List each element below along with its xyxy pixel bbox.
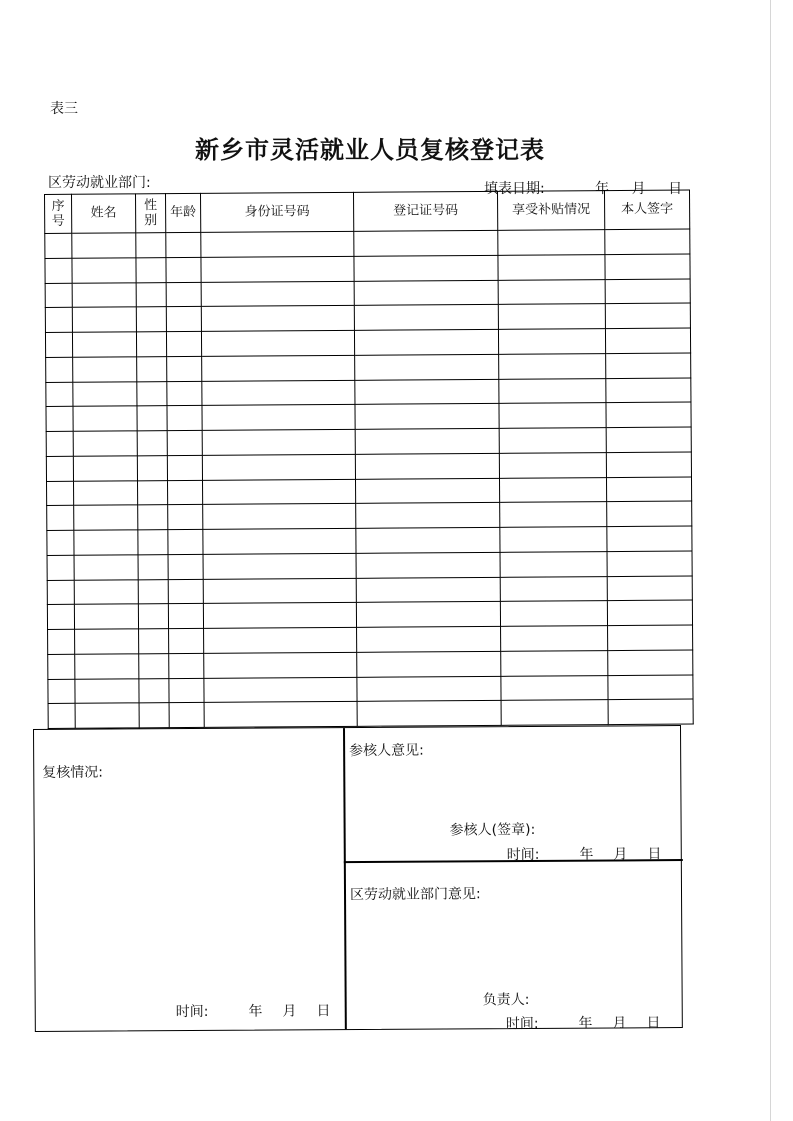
month-label: 月 — [613, 846, 628, 863]
table-cell — [606, 377, 691, 402]
dept-opinion-label: 区劳动就业部门意见: — [349, 886, 481, 904]
table-cell — [75, 703, 139, 728]
day-label: 日 — [668, 181, 683, 197]
table-cell — [74, 604, 138, 629]
table-cell — [204, 677, 357, 703]
table-cell — [138, 579, 168, 604]
table-cell — [47, 481, 74, 506]
table-cell — [202, 479, 355, 505]
table-cell — [75, 678, 139, 703]
table-cell — [167, 455, 202, 480]
table-cell — [168, 529, 203, 554]
table-cell — [201, 231, 354, 257]
table-cell — [354, 255, 498, 281]
table-cell — [75, 629, 139, 654]
table-cell — [498, 279, 605, 304]
table-cell — [500, 551, 607, 576]
reviewer-sign-label: 参核人(签章): — [449, 821, 536, 839]
col-header-id-number: 身份证号码 — [200, 192, 353, 232]
table-cell — [201, 306, 354, 332]
table-cell — [499, 378, 606, 403]
table-cell — [202, 429, 355, 455]
review-status-time — [176, 1000, 351, 1021]
table-cell — [354, 305, 498, 331]
table-cell — [167, 381, 202, 406]
table-cell — [139, 653, 169, 678]
table-cell — [606, 427, 691, 452]
table-cell — [136, 282, 166, 307]
table-body — [45, 229, 693, 728]
table-cell — [203, 504, 356, 530]
table-cell — [138, 480, 168, 505]
table-cell — [356, 602, 500, 628]
table-cell — [608, 650, 693, 675]
col-header-signature: 本人签字 — [604, 190, 689, 230]
table-cell — [168, 579, 203, 604]
table-cell — [605, 254, 690, 279]
table-cell — [499, 477, 606, 502]
table-cell — [72, 332, 136, 357]
table-cell — [168, 554, 203, 579]
table-cell — [204, 627, 357, 653]
table-cell — [47, 506, 74, 531]
table-cell — [605, 303, 690, 328]
dept-time — [506, 1012, 681, 1033]
table-cell — [169, 703, 204, 728]
table-cell — [168, 505, 203, 530]
review-status-label: 复核情况: — [42, 764, 104, 781]
table-cell — [355, 453, 499, 479]
table-cell — [166, 282, 201, 307]
table-cell — [357, 701, 501, 727]
time-label: 时间: — [506, 846, 540, 864]
table-cell — [73, 406, 137, 431]
table-cell — [607, 501, 692, 526]
table-cell — [74, 530, 138, 555]
table-cell — [46, 382, 73, 407]
time-label: 时间: — [505, 1015, 539, 1033]
table-cell — [608, 699, 693, 724]
fill-date-label: 填表日期: — [484, 181, 545, 197]
table-cell — [45, 258, 72, 283]
table-cell — [136, 332, 166, 357]
day-label: 日 — [647, 846, 662, 863]
table-cell — [355, 478, 499, 504]
table-cell — [45, 332, 72, 357]
table-cell — [47, 555, 74, 580]
table-cell — [72, 258, 136, 283]
table-cell — [607, 600, 692, 625]
table-cell — [608, 674, 693, 699]
table-cell — [46, 431, 73, 456]
table-cell — [605, 328, 690, 353]
table-cell — [72, 282, 136, 307]
month-label: 月 — [282, 1003, 297, 1020]
table-cell — [138, 505, 168, 530]
table-cell — [138, 554, 168, 579]
col-header-age: 年龄 — [166, 193, 201, 232]
table-cell — [202, 355, 355, 381]
table-cell — [498, 254, 605, 279]
table-cell — [167, 356, 202, 381]
table-cell — [169, 678, 204, 703]
table-cell — [139, 678, 169, 703]
table-cell — [45, 283, 72, 308]
table-cell — [500, 601, 607, 626]
col-header-name: 姓名 — [72, 194, 136, 233]
table-cell — [606, 353, 691, 378]
section-divider-vertical — [343, 728, 346, 1029]
table-cell — [606, 402, 691, 427]
table-cell — [48, 654, 75, 679]
table-cell — [357, 651, 501, 677]
table-cell — [608, 625, 693, 650]
table-cell — [48, 679, 75, 704]
table-cell — [136, 233, 166, 258]
table-cell — [74, 555, 138, 580]
table-header-row — [45, 190, 690, 234]
table-number-label: 表三 — [50, 101, 78, 117]
table-cell — [201, 256, 354, 282]
table-cell — [166, 331, 201, 356]
table-cell — [202, 405, 355, 431]
table-cell — [46, 456, 73, 481]
table-cell — [168, 604, 203, 629]
table-cell — [204, 702, 357, 728]
table-cell — [74, 480, 138, 505]
table-row — [48, 699, 693, 728]
table-cell — [202, 454, 355, 480]
table-cell — [204, 652, 357, 678]
day-label: 日 — [316, 1003, 331, 1020]
table-cell — [72, 307, 136, 332]
table-cell — [139, 703, 169, 728]
table-cell — [136, 257, 166, 282]
month-label: 月 — [631, 181, 646, 197]
table-cell — [203, 603, 356, 629]
table-cell — [48, 629, 75, 654]
table-cell — [202, 380, 355, 406]
table-cell — [356, 577, 500, 603]
month-label: 月 — [612, 1015, 627, 1032]
table-cell — [355, 404, 499, 430]
table-cell — [136, 307, 166, 332]
table-cell — [356, 552, 500, 578]
col-header-index: 序号 — [45, 194, 72, 233]
table-cell — [354, 329, 498, 355]
reviewer-opinion-label: 参核人意见: — [349, 742, 424, 760]
table-cell — [355, 379, 499, 405]
table-cell — [167, 430, 202, 455]
table-cell — [355, 354, 499, 380]
table-cell — [500, 576, 607, 601]
table-cell — [500, 527, 607, 552]
year-label: 年 — [248, 1003, 263, 1020]
table-cell — [46, 357, 73, 382]
table-cell — [45, 233, 72, 258]
table-cell — [501, 626, 608, 651]
table-cell — [166, 307, 201, 332]
table-cell — [501, 675, 608, 700]
table-cell — [45, 308, 72, 333]
table-cell — [74, 505, 138, 530]
table-cell — [499, 353, 606, 378]
year-label: 年 — [595, 181, 610, 197]
year-label: 年 — [579, 846, 594, 863]
table-cell — [137, 406, 167, 431]
page-title: 新乡市灵活就业人员复核登记表 — [195, 135, 545, 164]
col-header-subsidy: 享受补贴情况 — [497, 191, 604, 231]
table-cell — [138, 530, 168, 555]
table-cell — [498, 304, 605, 329]
table-cell — [72, 233, 136, 258]
table-cell — [354, 280, 498, 306]
table-cell — [501, 700, 608, 725]
table-cell — [48, 704, 75, 729]
table-cell — [605, 278, 690, 303]
table-cell — [169, 628, 204, 653]
table-cell — [47, 580, 74, 605]
table-cell — [46, 407, 73, 432]
table-cell — [356, 527, 500, 553]
table-cell — [169, 653, 204, 678]
table-cell — [499, 428, 606, 453]
table-cell — [75, 654, 139, 679]
table-cell — [201, 281, 354, 307]
table-cell — [73, 381, 137, 406]
table-cell — [73, 357, 137, 382]
table-cell — [137, 431, 167, 456]
table-cell — [137, 455, 167, 480]
time-label: 时间: — [175, 1003, 209, 1021]
table-cell — [137, 381, 167, 406]
table-cell — [606, 476, 691, 501]
table-cell — [74, 579, 138, 604]
table-cell — [607, 526, 692, 551]
col-header-gender: 性别 — [136, 194, 166, 233]
table-cell — [357, 626, 501, 652]
table-cell — [500, 502, 607, 527]
table-cell — [203, 553, 356, 579]
table-cell — [357, 676, 501, 702]
department-label: 区劳动就业部门: — [48, 175, 151, 191]
table-cell — [203, 528, 356, 554]
table-cell — [498, 329, 605, 354]
review-section — [33, 725, 683, 1032]
page-edge — [770, 0, 771, 1121]
table-cell — [168, 480, 203, 505]
table-cell — [201, 330, 354, 356]
table-cell — [607, 551, 692, 576]
table-cell — [47, 605, 74, 630]
table-cell — [499, 403, 606, 428]
table-cell — [203, 578, 356, 604]
reviewer-time — [507, 843, 682, 864]
table-cell — [139, 629, 169, 654]
table-cell — [355, 428, 499, 454]
table-cell — [606, 452, 691, 477]
table-cell — [166, 257, 201, 282]
day-label: 日 — [646, 1015, 661, 1032]
responsible-person-label: 负责人: — [482, 991, 530, 1009]
table-cell — [73, 431, 137, 456]
table-cell — [47, 530, 74, 555]
year-label: 年 — [578, 1015, 593, 1032]
table-cell — [607, 575, 692, 600]
table-cell — [498, 230, 605, 255]
table-cell — [501, 650, 608, 675]
table-cell — [138, 604, 168, 629]
col-header-registration-number: 登记证号码 — [353, 191, 497, 231]
table-cell — [73, 456, 137, 481]
table-cell — [167, 406, 202, 431]
table-cell — [166, 232, 201, 257]
table-cell — [605, 229, 690, 254]
table-cell — [499, 452, 606, 477]
registration-table — [44, 189, 694, 728]
table-cell — [354, 230, 498, 256]
table-cell — [137, 356, 167, 381]
table-cell — [356, 503, 500, 529]
